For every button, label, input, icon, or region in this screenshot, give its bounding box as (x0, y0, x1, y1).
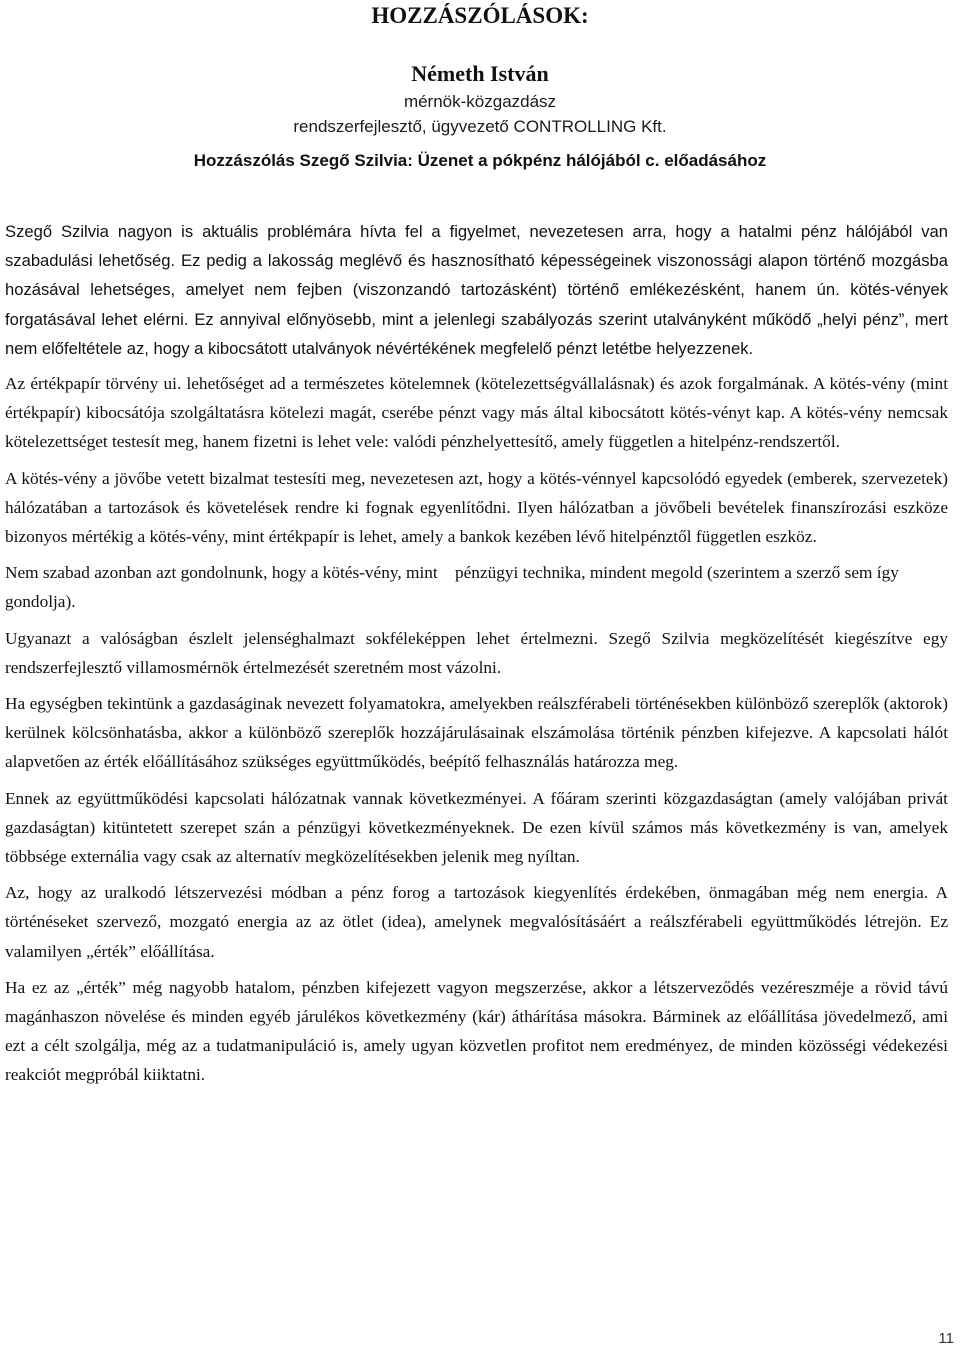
author-name: Németh István (411, 61, 549, 86)
paragraph-4: Nem szabad azonban azt gondolnunk, hogy a kötés-vény, mint pénzügyi technika, mindent megold (szerintem a szerző sem így gondolja). (5, 563, 904, 612)
paragraph-1: Szegő Szilvia nagyon is aktuális problémára hívta fel a figyelmet, nevezetesen arra, hogy a hatalmi pénz hálójából van szabadulási lehetőség. Ez pedig a lakosság meglévő és hasznosítható képességeinek viszonossági alapon történő mozgásba hozásával lehetséges, amelyet nem fejben (viszonzandó tartozásként) történő emlékezésként, hanem ún. kötés-vények forgatásával lehet elérni. Ez annyival előnyösebb, mint a jelenlegi szabályozás szerint utalványként működő „helyi pénz”, mert nem előfeltétele az, hogy a kibocsátott utalványok névértékének megfelelő pénzt letétbe helyezzenek. (5, 222, 948, 358)
paragraph-5: Ugyanazt a valóságban észlelt jelenséghalmazt sokféleképpen lehet értelmezni. Szegő Szilvia megközelítését kiegészítve egy rendszerfejlesztő villamosmérnök értelmezését szeretném most vázolni. (5, 628, 948, 677)
paragraph-7: Ennek az együttműködési kapcsolati hálózatnak vannak következményei. A főáram szerinti közgazdaságtan (amely valójában privát gazdaságtan) kitüntetett szerepet szán a pénzügyi következményeknek. De ezen kívül számos más következmény is van, amelyek többsége externália vagy csak az alternatív megközelítésekben jelenik meg nyíltan. (5, 788, 948, 867)
page-heading: HOZZÁSZÓLÁSOK: (371, 3, 589, 28)
paragraph-6: Ha egységben tekintünk a gazdaságinak nevezett folyamatokra, amelyekben reálszférabeli történésekben különböző szereplők (aktorok) kerülnek kölcsönhatásba, akkor a különböző szereplők hozzájárulásainak elszámolása történik pénzben kifejezve. A kapcsolati hálót alapvetően az érték előállításához szükséges együttműködés, beépítő felhasználás határozza meg. (5, 694, 948, 772)
paragraph-3: A kötés-vény a jövőbe vetett bizalmat testesíti meg, nevezetesen azt, hogy a kötés-vénnyel kapcsolódó egyedek (emberek, szervezetek) hálózatában a tartozások és követelések rendre ki fognak egyenlítődni. Ilyen hálózatban a jövőbeli bevételek finanszírozási eszköze bizonyos mértékig a kötés-vény, mint értékpapír is lehet, amely a bankok kezében lévő hitelpénztől független eszköz. (5, 468, 948, 547)
paragraph-2: Az értékpapír törvény ui. lehetőséget ad a természetes kötelemnek (kötelezettségvállalásnak) és azok forgalmának. A kötés-vény (mint értékpapír) kibocsátója szolgáltatásra kötelezi magát, cserébe pénzt vagy más által kibocsátott kötés-vényt kap. A kötés-vény nemcsak kötelezettséget testesít meg, hanem fizetni is lehet vele: valódi pénzhelyettesítő, amely független a hitelpénz-rendszertől. (5, 374, 948, 452)
paragraph-8: Az, hogy az uralkodó létszervezési módban a pénz forog a tartozások kiegyenlítés érdekében, önmagában még nem energia. A történéseket szervező, mozgató energia az az ötlet (idea), amelynek megvalósításáért a reálszférabeli együttműködés létrejön. Ez valamilyen „érték” előállítása. (5, 883, 948, 961)
body-text (5, 217, 948, 1097)
page-number: 11 (938, 1330, 954, 1347)
comment-topic: Hozzászólás Szegő Szilvia: Üzenet a pókpénz hálójából c. előadásához (193, 151, 767, 170)
author-title: mérnök-közgazdász (403, 92, 557, 111)
author-position: rendszerfejlesztő, ügyvezető CONTROLLING Kft. (293, 117, 667, 136)
paragraph-9: Ha ez az „érték” még nagyobb hatalom, pénzben kifejezett vagyon megszerzése, akkor a létszerveződés vezéreszméje a rövid távú magánhaszon növelése és minden egyéb járulékos következmény (kár) áthárítása másokra. Bárminek az előállítása jövedelmező, ami ezt a célt szolgálja, még az a tudatmanipuláció is, amely ugyan közvetlen profitot nem eredményez, de minden közösségi védekezési reakciót megpróbál kiiktatni. (5, 977, 948, 1085)
